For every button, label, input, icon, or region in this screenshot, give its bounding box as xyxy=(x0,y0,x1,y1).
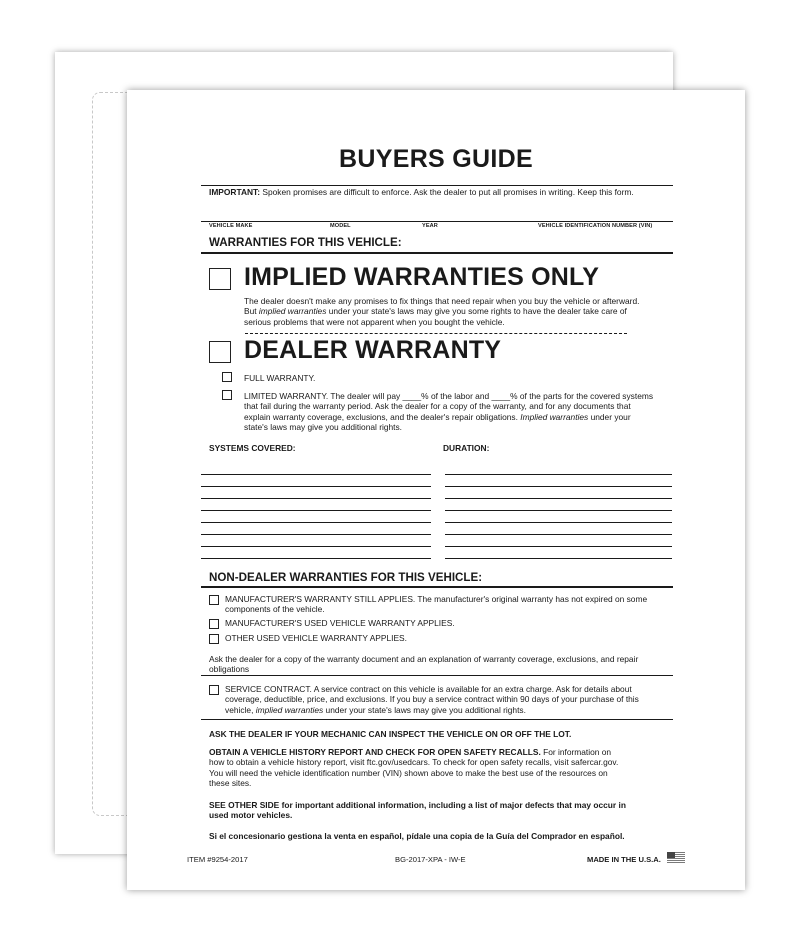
other-used-warranty-text: OTHER USED VEHICLE WARRANTY APPLIES. xyxy=(225,633,407,643)
full-warranty-label: FULL WARRANTY. xyxy=(244,373,316,383)
us-flag-icon xyxy=(667,852,685,863)
important-notice xyxy=(209,187,634,197)
warranties-heading: WARRANTIES FOR THIS VEHICLE: xyxy=(209,236,402,249)
dealer-warranty-title: DEALER WARRANTY xyxy=(244,336,502,364)
limited-warranty-text: LIMITED WARRANTY. The dealer will pay ____% of the labor and ____% of the parts for the covered systems that fail during the warranty period. Ask the dealer for a copy of the warranty, and for any documents that explain warranty coverage, exclusions, and the dealer's repair obligations. Implied warranties under your state's laws may give you additional rights. xyxy=(244,391,654,432)
divider xyxy=(201,221,673,222)
form-code: BG-2017-XPA - IW-E xyxy=(395,855,466,864)
implied-warranties-checkbox[interactable] xyxy=(209,268,231,290)
important-label: IMPORTANT: xyxy=(209,187,261,197)
limited-warranty-checkbox[interactable] xyxy=(222,390,232,400)
non-dealer-heading: NON-DEALER WARRANTIES FOR THIS VEHICLE: xyxy=(209,571,483,584)
divider xyxy=(201,252,673,254)
divider xyxy=(201,586,673,588)
vehicle-make-label: VEHICLE MAKE xyxy=(209,223,253,229)
systems-covered-label: SYSTEMS COVERED: xyxy=(209,443,296,453)
model-label: MODEL xyxy=(330,223,351,229)
see-other-side-note: SEE OTHER SIDE for important additional information, including a list of major defects that may occur in used motor vehicles. xyxy=(209,800,626,821)
year-label: YEAR xyxy=(422,223,438,229)
mechanic-inspection-note: ASK THE DEALER IF YOUR MECHANIC CAN INSPECT THE VEHICLE ON OR OFF THE LOT. xyxy=(209,729,572,739)
divider xyxy=(201,185,673,186)
buyers-guide-form xyxy=(127,90,745,890)
service-contract-checkbox[interactable] xyxy=(209,685,219,695)
vin-label: VEHICLE IDENTIFICATION NUMBER (VIN) xyxy=(538,223,653,229)
manufacturer-warranty-text: MANUFACTURER'S WARRANTY STILL APPLIES. The manufacturer's original warranty has not expired on some components of the vehicle. xyxy=(225,594,648,615)
manufacturer-warranty-checkbox[interactable] xyxy=(209,595,219,605)
vehicle-history-note: OBTAIN A VEHICLE HISTORY REPORT AND CHECK FOR OPEN SAFETY RECALLS. For information on how to obtain a vehicle history report, visit ftc.gov/usedcars. To check for open safety recalls, visit safercar.gov. You will need the vehicle identification number (VIN) shown above to make the best use of the resources on these sites. xyxy=(209,747,619,788)
implied-warranties-title: IMPLIED WARRANTIES ONLY xyxy=(244,263,600,291)
other-used-warranty-checkbox[interactable] xyxy=(209,634,219,644)
dealer-warranty-checkbox[interactable] xyxy=(209,341,231,363)
implied-warranties-text: The dealer doesn't make any promises to fix things that need repair when you buy the vehicle or afterward. But implied warranties under your state's laws may give you some rights to have the dealer take care of serious problems that were not apparent when you bought the vehicle. xyxy=(244,296,640,327)
made-in-usa-label: MADE IN THE U.S.A. xyxy=(587,855,661,864)
divider xyxy=(201,675,673,676)
divider xyxy=(201,719,673,720)
dashed-divider xyxy=(245,333,627,334)
duration-label: DURATION: xyxy=(443,443,490,453)
ask-dealer-copy-text: Ask the dealer for a copy of the warranty document and an explanation of warranty coverage, exclusions, and repair obligations xyxy=(209,654,639,675)
manufacturer-used-warranty-text: MANUFACTURER'S USED VEHICLE WARRANTY APPLIES. xyxy=(225,618,455,628)
service-contract-text: SERVICE CONTRACT. A service contract on this vehicle is available for an extra charge. Ask for details about coverage, deductible, price, and exclusions. If you buy a service contract within 90 days of your purchase of this vehicle, implied warranties under your state's laws may give you additional rights. xyxy=(225,684,639,715)
important-text: Spoken promises are difficult to enforce. Ask the dealer to put all promises in writing. Keep this form. xyxy=(262,187,634,197)
manufacturer-used-warranty-checkbox[interactable] xyxy=(209,619,219,629)
item-number: ITEM #9254-2017 xyxy=(187,855,248,864)
spanish-note: Si el concesionario gestiona la venta en español, pídale una copia de la Guía del Comprador en español. xyxy=(209,831,625,841)
page-title: BUYERS GUIDE xyxy=(339,145,533,173)
full-warranty-checkbox[interactable] xyxy=(222,372,232,382)
